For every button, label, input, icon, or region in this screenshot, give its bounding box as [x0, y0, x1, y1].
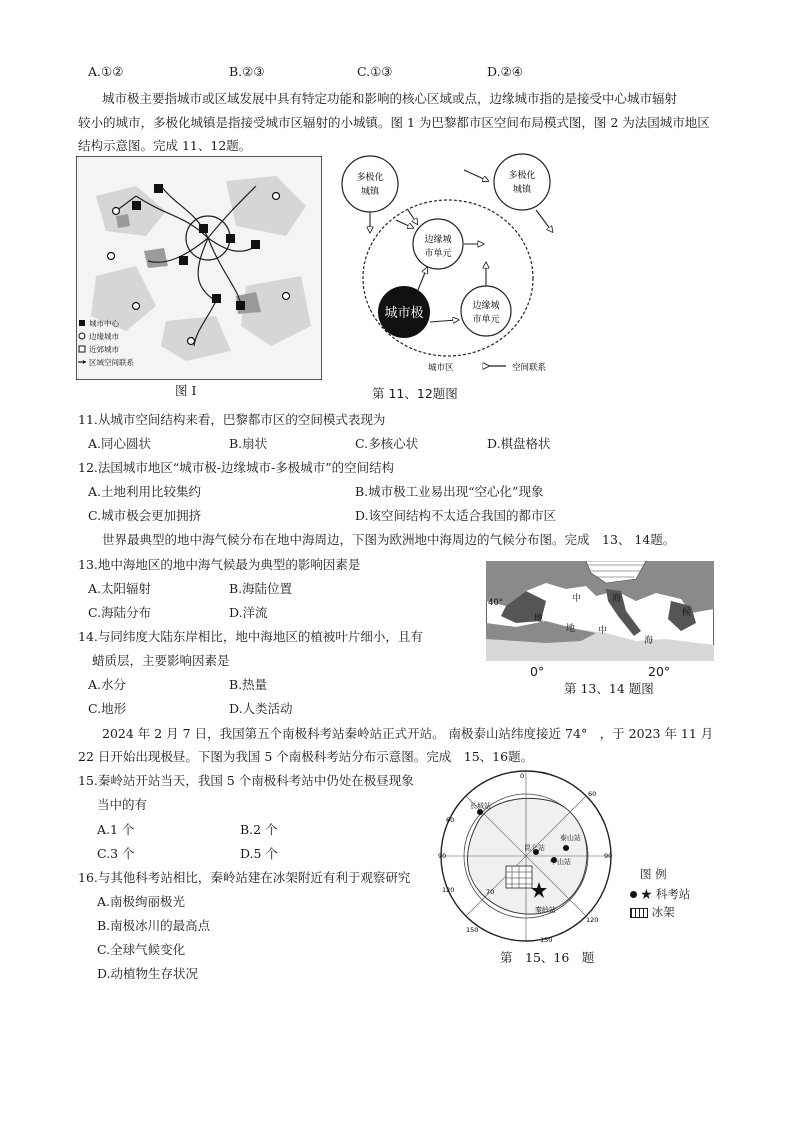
fig15-station-qinling: 秦岭站	[535, 906, 556, 914]
fig1-legend-suburb-city: 近郊城市	[89, 345, 119, 354]
intro-11-12-line2: 较小的城市，多极化城镇是指接受城市区辐射的小城镇。图 1 为巴黎都市区空间布局模式图，图 2 为法国城市地区	[78, 115, 710, 130]
fig1-legend-spatial-link: 区域空间联系	[89, 358, 134, 367]
fig13-sea-char-1: 中	[572, 594, 582, 604]
fig15-deg-0: 0	[520, 772, 525, 780]
intro-15-16-line1: 2024 年 2 月 7 日，我国第五个南极科考站秦岭站正式开站。 南极泰山站纬度接近 74° ，于 2023 年 11 月	[102, 726, 714, 741]
fig13-lon20: 20°	[648, 664, 671, 679]
fig13-lat-label: 40°	[488, 598, 504, 608]
fig13-sea-char-5: 中	[598, 626, 608, 636]
intro-13-14: 世界最典型的地中海气候分布在地中海周边，下图为欧洲地中海周边的气候分布图。完成 13、 14题。	[102, 532, 676, 547]
fig1-legend-edge-city: 边缘城市	[89, 332, 119, 341]
q13-stem: 13.地中海地区的地中海气候最为典型的影响因素是	[78, 557, 361, 572]
fig2-multipolar-town-left-2: 城镇	[360, 187, 380, 197]
fig15-deg-120b: 120	[442, 886, 455, 894]
q13-option-a: A.太阳辐射	[88, 581, 152, 596]
fig2-edge-city-top-2: 市单元	[424, 249, 452, 259]
intro-11-12-line3: 结构示意图。完成 11、12题。	[78, 138, 252, 153]
q12-option-b: B.城市极工业易出现“空心化”现象	[355, 484, 544, 499]
intro-11-12-line1: 城市极主要指城市或区域发展中具有特定功能和影响的核心区域或点，边缘城市指的是接受中心城市辐射	[102, 91, 678, 106]
q12-option-d: D.该空间结构不太适合我国的都市区	[355, 508, 557, 523]
q14-option-c: C.地形	[88, 701, 127, 716]
fig13-sea-char-3: 地	[534, 614, 544, 624]
fig13-lon0: 0°	[530, 664, 545, 679]
q11-stem: 11.从城市空间结构来看，巴黎都市区的空间模式表现为	[78, 412, 386, 427]
fig-11-12-caption: 第 11、12题图	[372, 386, 458, 401]
fig15-deg-90b: 90	[438, 852, 447, 860]
fig2-edge-city-right-1: 边缘城	[472, 301, 500, 311]
fig15-legend-station-label: 科考站	[655, 887, 691, 901]
fig15-deg-60b: 60	[446, 816, 455, 824]
q13-option-b: B.海陆位置	[229, 581, 293, 596]
q11-option-c: C.多核心状	[355, 436, 419, 451]
fig2-spatial-link-label: 空间联系	[512, 363, 547, 373]
ice-shelf-icon	[630, 908, 648, 918]
q11-option-d: D.棋盘格状	[487, 436, 551, 451]
q15-stem-line2: 当中的有	[97, 797, 148, 812]
fig2-edge-city-top-1: 边缘城	[424, 235, 452, 245]
figure-2-structure-diagram	[336, 152, 566, 382]
fig2-city-pole: 城市极	[384, 306, 424, 321]
fig15-station-changcheng: 长城站	[470, 802, 491, 810]
fig2-multipolar-town-right-2: 城镇	[512, 185, 532, 195]
fig15-deg-90: 90	[604, 852, 613, 860]
q14-option-b: B.热量	[229, 677, 268, 692]
q15-option-c: C.3 个	[97, 846, 135, 861]
q16-option-b: B.南极冰川的最高点	[97, 918, 211, 933]
q11-option-a: A.同心圆状	[88, 436, 152, 451]
q12-option-a: A.土地利用比较集约	[88, 484, 202, 499]
q12-option-c: C.城市极会更加拥挤	[88, 508, 202, 523]
fig15-legend-ice	[630, 904, 675, 920]
figure-1-paris-map	[76, 156, 322, 380]
fig15-deg-70: 70	[486, 888, 495, 896]
q10-option-d: D.②④	[487, 64, 523, 79]
q14-stem-line2: 蜡质层，主要影响因素是	[92, 653, 230, 668]
q15-option-d: D.5 个	[240, 846, 278, 861]
q16-stem: 16.与其他科考站相比，秦岭站建在冰架附近有利于观察研究	[78, 870, 411, 885]
q15-option-b: B.2 个	[240, 822, 278, 837]
fig15-deg-120: 120	[586, 916, 599, 924]
fig15-station-kunlun: 昆仑站	[524, 844, 545, 852]
q14-option-d: D.人类活动	[229, 701, 293, 716]
fig13-sea-char-2: 海	[612, 594, 622, 604]
fig1-caption: 图 I	[175, 383, 197, 398]
q14-option-a: A.水分	[88, 677, 127, 692]
figure-13-14-mediterranean-map	[486, 561, 714, 661]
fig2-city-area-label: 城市区	[428, 363, 454, 373]
q10-option-b: B.②③	[229, 64, 265, 79]
fig2-edge-city-right-2: 市单元	[472, 315, 500, 325]
q12-stem: 12.法国城市地区“城市极-边缘城市-多极城市”的空间结构	[78, 460, 395, 475]
fig13-sea-char-6: 海	[644, 636, 654, 646]
fig15-deg-60: 60	[588, 790, 597, 798]
q16-option-c: C.全球气候变化	[97, 942, 186, 957]
figure-15-16-antarctica-map	[436, 766, 616, 946]
q13-option-d: D.洋流	[229, 605, 268, 620]
q11-option-b: B.扇状	[229, 436, 268, 451]
station-star-icon: ★	[640, 887, 653, 901]
fig15-legend-station	[630, 886, 690, 902]
q13-option-c: C.海陆分布	[88, 605, 152, 620]
q16-option-d: D.动植物生存状况	[97, 966, 199, 981]
fig2-multipolar-town-left-1: 多极化	[356, 173, 384, 183]
fig13-sea-char-7: 候	[682, 608, 692, 618]
q10-option-c: C.①③	[357, 64, 393, 79]
fig13-caption: 第 13、14 题图	[564, 681, 654, 696]
intro-15-16-line2: 22 日开始出现极昼。下图为我国 5 个南极科考站分布示意图。完成 15、16题。	[78, 749, 534, 764]
fig15-deg-150b: 150	[466, 926, 479, 934]
q15-option-a: A.1 个	[97, 822, 135, 837]
fig15-legend-ice-label: 冰架	[651, 905, 675, 919]
fig1-legend-city-center: 城市中心	[89, 319, 119, 328]
fig15-legend-title: 图 例	[640, 867, 667, 881]
fig15-station-zhongshan: 中山站	[550, 858, 571, 866]
q15-stem-line1: 15.秦岭站开站当天，我国 5 个南极科考站中仍处在极昼现象	[78, 773, 414, 788]
q10-option-a: A.①②	[88, 64, 124, 79]
q14-stem-line1: 14.与同纬度大陆东岸相比，地中海地区的植被叶片细小，且有	[78, 629, 423, 644]
station-dot-icon	[630, 891, 637, 898]
fig15-caption: 第 15、16 题	[500, 950, 595, 965]
fig15-station-taishan: 泰山站	[560, 834, 581, 842]
fig2-multipolar-town-right-1: 多极化	[508, 171, 536, 181]
fig13-sea-char-4: 地	[566, 624, 576, 634]
fig15-deg-150a: 150	[540, 936, 553, 944]
q16-option-a: A.南极绚丽极光	[97, 894, 186, 909]
